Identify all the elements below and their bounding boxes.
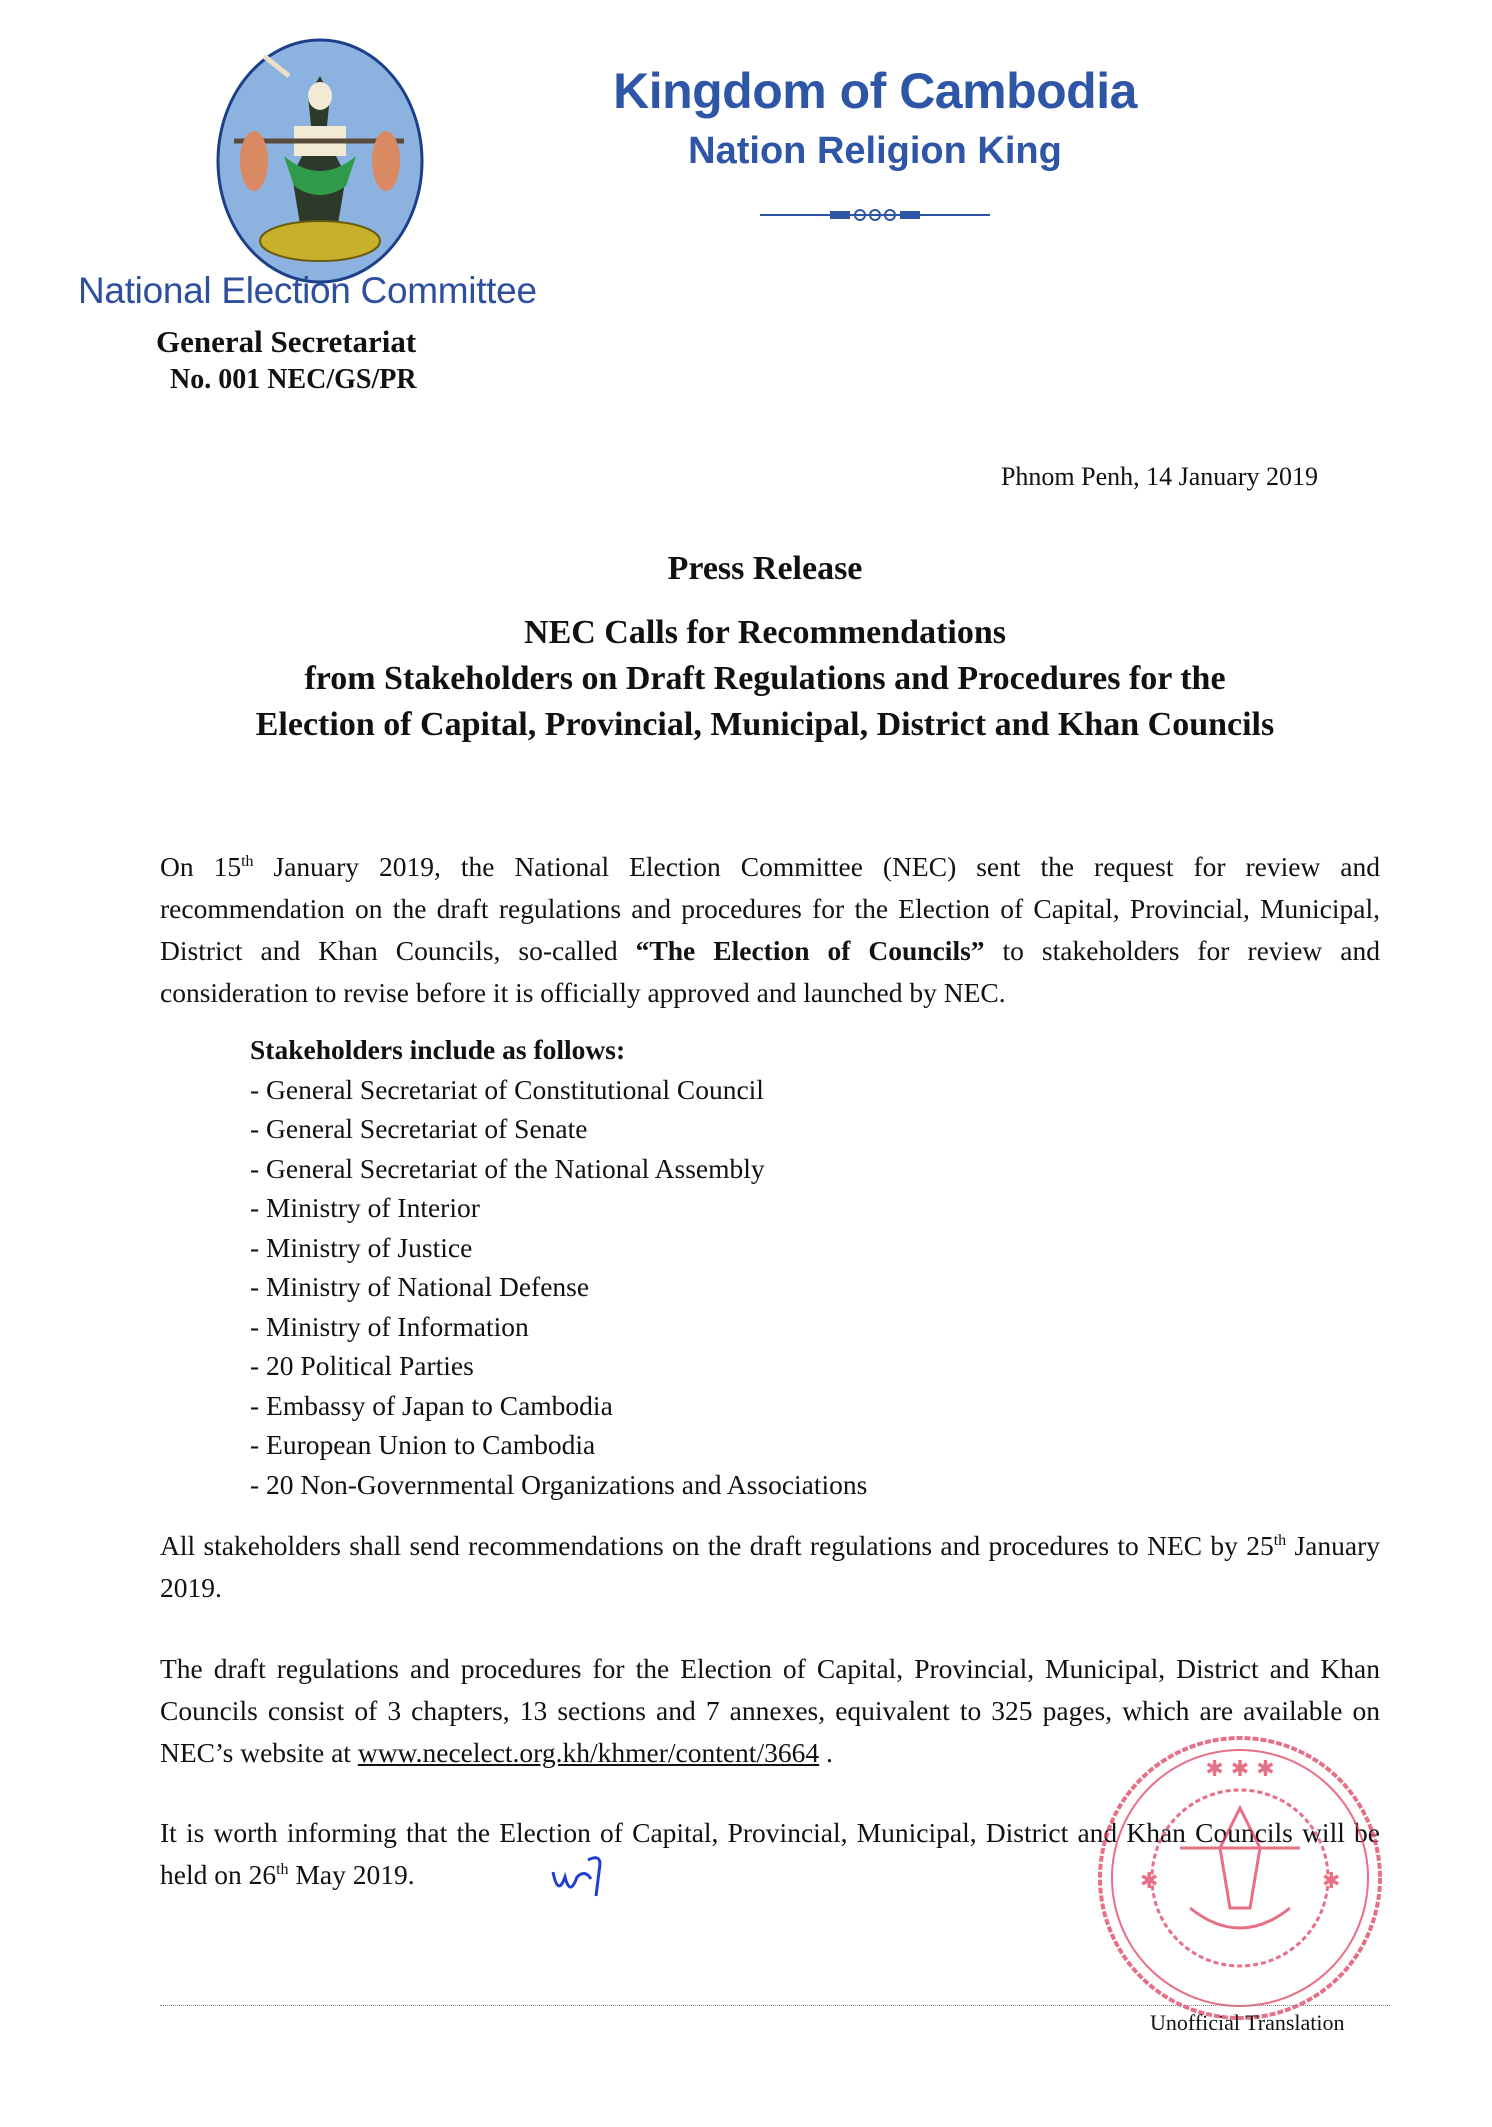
nec-emblem-icon <box>214 36 426 286</box>
stakeholder-heading: Stakeholders include as follows: <box>250 1034 626 1065</box>
national-motto: Nation Religion King <box>688 130 1062 172</box>
official-seal-stamp-icon <box>1090 1728 1390 2028</box>
list-item: - Ministry of Justice <box>250 1231 473 1263</box>
title-line: Election of Capital, Provincial, Municipal, District and Khan Councils <box>255 706 1275 743</box>
paragraph-request <box>160 846 1380 1014</box>
text: It is worth informing that the Election of Capital, Provincial, Municipal, District and Khan Councils will be held on 26 <box>160 1817 1380 1890</box>
text: On 15 <box>160 851 242 882</box>
country-name: Kingdom of Cambodia <box>613 63 1137 119</box>
stakeholder-list <box>250 1030 867 1504</box>
list-item: - General Secretariat of Senate <box>250 1113 588 1144</box>
initials-signature-icon <box>548 1852 618 1902</box>
text: January 2019. <box>160 1530 1380 1603</box>
divider-ornament-icon <box>760 205 990 225</box>
press-release-title <box>100 610 1430 748</box>
text: January 2019, the National Election Committee (NEC) sent the request for review and recommendation on the draft regulations and procedures for the Election of Capital, Provincial, Municipal, District and Khan Councils, so-called <box>160 851 1380 966</box>
superscript: th <box>1273 1531 1287 1549</box>
text: All stakeholders shall send recommendations on the draft regulations and procedures to NEC by 25 <box>160 1530 1274 1561</box>
list-item: - Ministry of Information <box>250 1310 529 1342</box>
footer-note: Unofficial Translation <box>1150 2010 1345 2035</box>
list-item: - 20 Political Parties <box>250 1350 474 1381</box>
list-item: - Ministry of National Defense <box>250 1271 590 1302</box>
footer-divider <box>160 2005 1390 2006</box>
text: May 2019. <box>288 1859 415 1890</box>
superscript: th <box>241 852 254 870</box>
website-link[interactable]: www.necelect.org.kh/khmer/content/3664 <box>357 1737 820 1768</box>
reference-number: No. 001 NEC/GS/PR <box>170 364 417 395</box>
title-line: NEC Calls for Recommendations <box>524 614 1006 651</box>
bold-term: “The Election of Councils” <box>635 935 985 966</box>
svg-text:✱ ✱ ✱: ✱ ✱ ✱ <box>1205 1757 1275 1782</box>
list-item: - Embassy of Japan to Cambodia <box>250 1389 613 1421</box>
text: to stakeholders for review and consideration to revise before it is officially approved and launched by NEC. <box>160 935 1380 1008</box>
list-item: - General Secretariat of the National Assembly <box>250 1152 765 1184</box>
org-name: National Election Committee <box>78 270 537 311</box>
svg-text:✱: ✱ <box>1322 1869 1341 1894</box>
document-type: Press Release <box>667 550 863 587</box>
department-name: General Secretariat <box>156 324 417 359</box>
paragraph-deadline <box>160 1525 1380 1609</box>
svg-text:✱: ✱ <box>1140 1869 1159 1894</box>
text: The draft regulations and procedures for the Election of Capital, Provincial, Municipal, District and Khan Councils consist of 3 chapters, 13 sections and 7 annexes, equivalent to 325 pages, which are available on NEC’s website at <box>160 1653 1380 1768</box>
list-item: - European Union to Cambodia <box>250 1429 596 1460</box>
list-item: - General Secretariat of Constitutional Council <box>250 1073 764 1105</box>
date-line: Phnom Penh, 14 January 2019 <box>1000 462 1318 491</box>
superscript: th <box>276 1860 289 1878</box>
list-item: - 20 Non-Governmental Organizations and Associations <box>250 1468 868 1500</box>
list-item: - Ministry of Interior <box>250 1192 480 1223</box>
text: . <box>819 1737 833 1768</box>
title-line: from Stakeholders on Draft Regulations and Procedures for the <box>304 660 1226 697</box>
